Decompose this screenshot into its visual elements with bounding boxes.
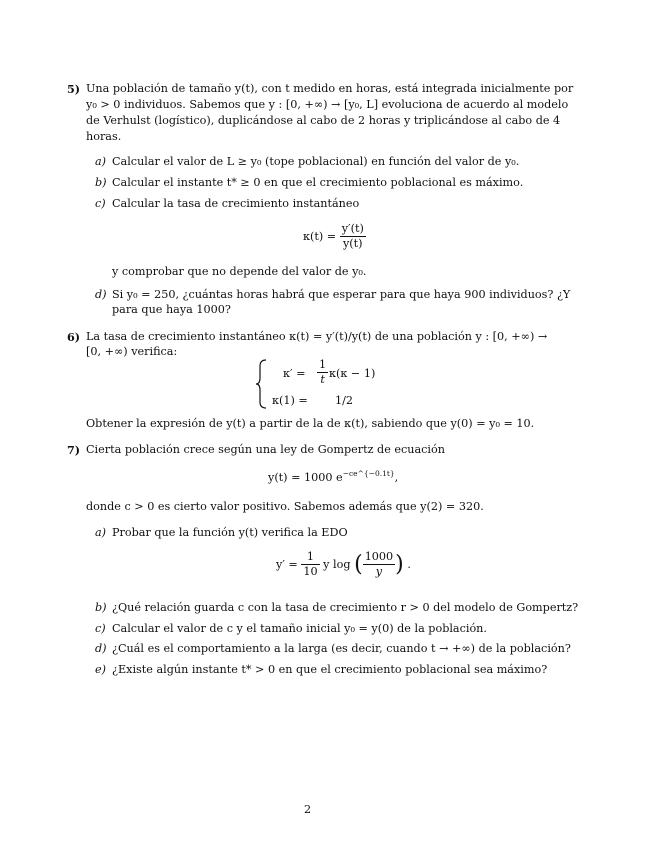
item-5b-text: Calcular el instante t* ≥ 0 en que el crecimiento poblacional es máximo. <box>112 176 524 189</box>
system-eq1-fraction <box>317 358 328 387</box>
left-paren-icon: ( <box>354 552 363 577</box>
eq-edo-inner-fraction <box>363 550 395 579</box>
eq-edo-end: . <box>407 558 411 571</box>
eq-edo-inner-denominator: y <box>375 565 383 578</box>
item-5a-text: Calcular el valor de L ≥ y₀ (tope poblacional) en función del valor de y₀. <box>112 155 520 168</box>
eq-kappa-fraction <box>340 222 366 251</box>
item-7b-tag: b) <box>95 601 107 614</box>
item-7d-tag: d) <box>95 642 107 655</box>
item-5b-tag: b) <box>95 176 107 189</box>
problem-5-line3: de Verhulst (logístico), duplicándose al cabo de 2 horas y triplicándose al cabo de 4 <box>86 114 561 127</box>
eq-gompertz-main: y(t) = 1000 e <box>268 471 343 484</box>
item-7a-tag: a) <box>95 526 107 539</box>
eq-edo-denominator: 10 <box>303 565 318 578</box>
item-5c-text2: y comprobar que no depende del valor de y₀. <box>112 265 367 278</box>
item-5d-tag: d) <box>95 288 107 301</box>
problem-5-line4: horas. <box>86 130 122 143</box>
item-7b-text: ¿Qué relación guarda c con la tasa de crecimiento r > 0 del modelo de Gompertz? <box>112 601 579 614</box>
equation-kappa-definition <box>303 222 366 251</box>
item-7c-tag: c) <box>95 622 106 635</box>
problem-6-line1: La tasa de crecimiento instantáneo κ(t) = y′(t)/y(t) de una población y : [0, +∞) → <box>86 330 548 343</box>
eq-edo-numerator: 1 <box>301 550 319 565</box>
problem-6-line2: [0, +∞) verifica: <box>86 345 178 358</box>
item-7a-text: Probar que la función y(t) verifica la EDO <box>112 526 348 539</box>
problem-6-number: 6) <box>67 330 81 344</box>
right-paren-icon: ) <box>395 552 404 577</box>
eq-kappa-lhs: κ(t) = <box>303 230 337 243</box>
eq-edo-mid: y log <box>323 558 351 571</box>
item-5c-text: Calcular la tasa de crecimiento instantáneo <box>112 197 360 210</box>
item-5c-tag: c) <box>95 197 106 210</box>
item-5a-tag: a) <box>95 155 107 168</box>
equation-edo <box>276 550 411 579</box>
eq-gompertz-end: , <box>394 471 399 484</box>
eq-kappa-numerator: y′(t) <box>341 222 364 235</box>
system-eq1-rhs: κ(κ − 1) <box>329 367 376 380</box>
ode-system <box>255 358 395 410</box>
problem-6-line3: Obtener la expresión de y(t) a partir de la de κ(t), sabiendo que y(0) = y₀ = 10. <box>86 417 535 430</box>
item-5d-line1: Si y₀ = 250, ¿cuántas horas habrá que esperar para que haya 900 individuos? ¿Y <box>112 288 571 301</box>
problem-5-line2: y₀ > 0 individuos. Sabemos que y : [0, +∞) → [y₀, L] evoluciona de acuerdo al modelo <box>86 98 569 111</box>
item-7c-text: Calcular el valor de c y el tamaño inicial y₀ = y(0) de la población. <box>112 622 487 635</box>
equation-gompertz <box>268 469 398 484</box>
left-brace-icon <box>255 358 269 410</box>
system-eq1-lhs: κ′ = <box>283 367 306 380</box>
item-5d-line2: para que haya 1000? <box>112 303 231 316</box>
item-7e-tag: e) <box>95 663 106 676</box>
eq-edo-inner-numerator: 1000 <box>364 550 394 563</box>
system-eq1-denominator: t <box>320 373 325 386</box>
problem-7-line2: donde c > 0 es cierto valor positivo. Sabemos además que y(2) = 320. <box>86 500 484 513</box>
problem-5-line1: Una población de tamaño y(t), con t medido en horas, está integrada inicialmente por <box>86 82 574 95</box>
problem-7-line1: Cierta población crece según una ley de Gompertz de ecuación <box>86 443 445 456</box>
page-number: 2 <box>304 803 312 816</box>
eq-kappa-denominator: y(t) <box>342 237 363 250</box>
problem-7-number: 7) <box>67 443 81 457</box>
system-eq1-numerator: 1 <box>319 358 327 371</box>
item-7e-text: ¿Existe algún instante t* > 0 en que el crecimiento poblacional sea máximo? <box>112 663 548 676</box>
eq-gompertz-exponent: −ce^{−0.1t} <box>342 469 395 478</box>
system-eq2-rhs: 1/2 <box>335 394 354 407</box>
item-7d-text: ¿Cuál es el comportamiento a la larga (es decir, cuando t → +∞) de la población? <box>112 642 571 655</box>
problem-5-number: 5) <box>67 82 81 96</box>
system-eq2-lhs: κ(1) = <box>272 394 308 407</box>
eq-edo-lhs: y′ = <box>276 558 298 571</box>
eq-edo-fraction <box>301 550 319 579</box>
